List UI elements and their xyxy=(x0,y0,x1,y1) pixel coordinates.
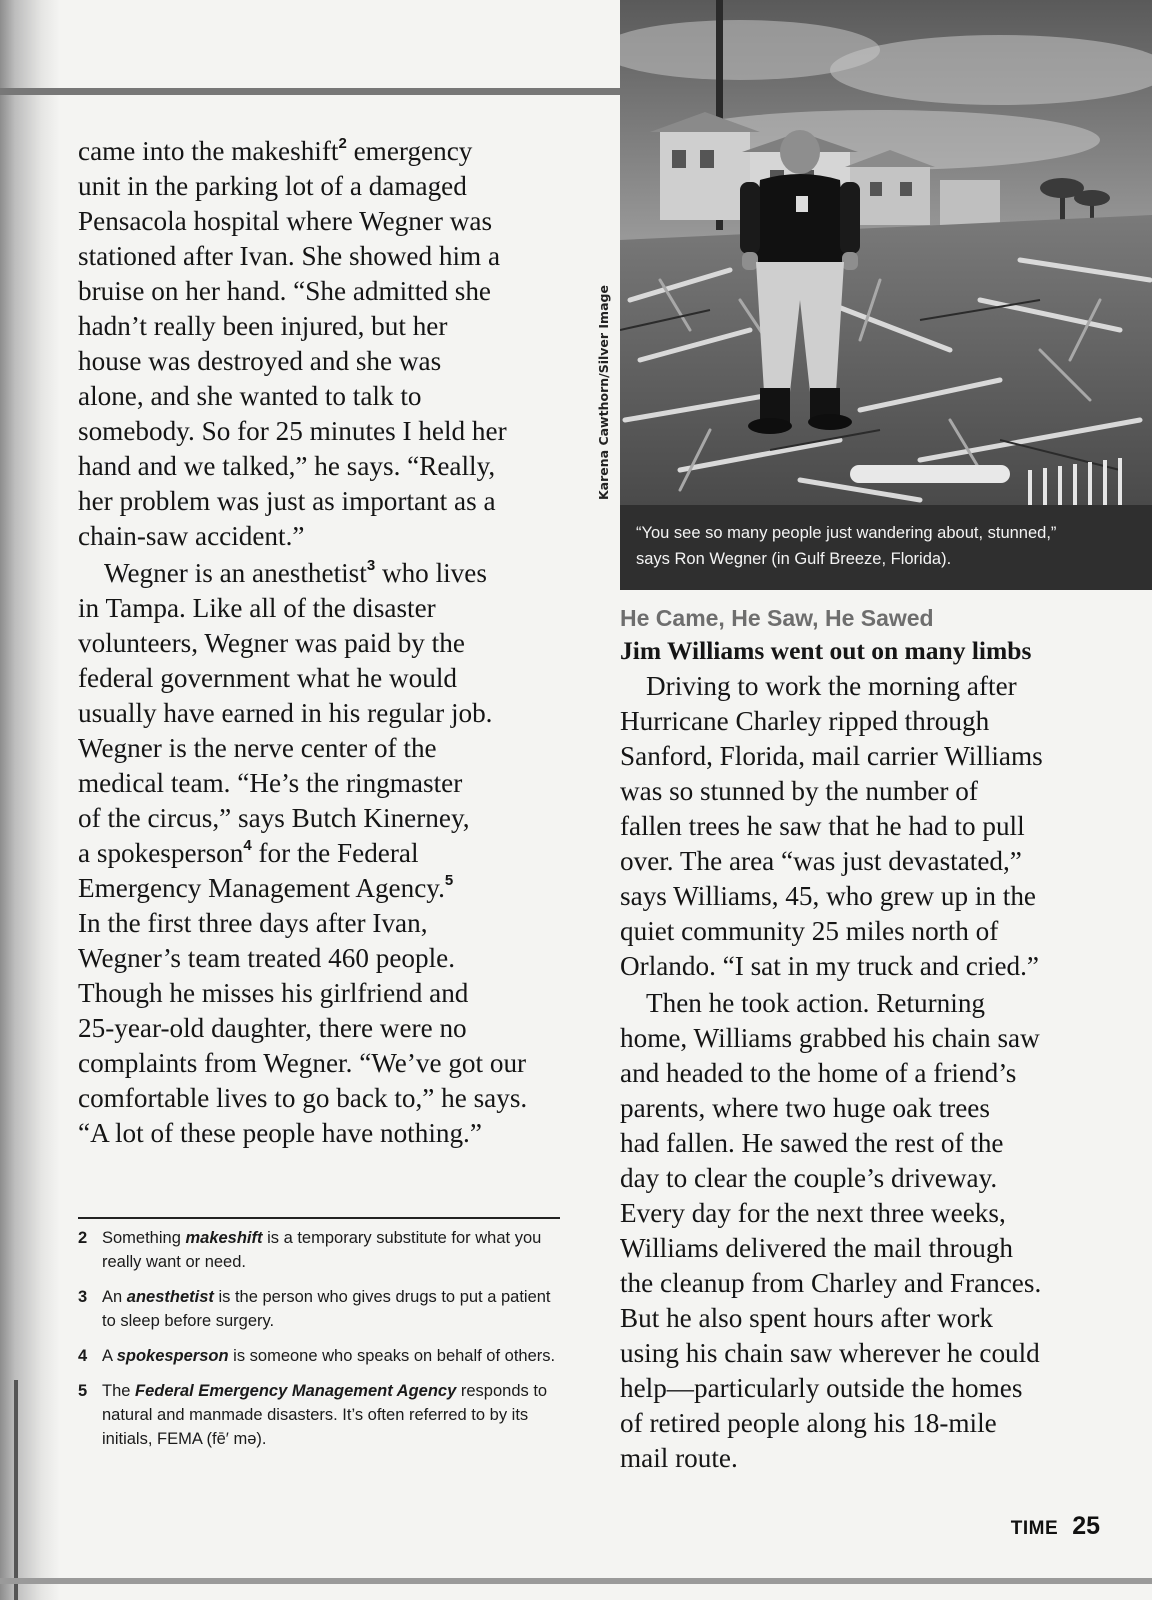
text-line: chain-saw accident.” xyxy=(78,521,305,551)
text-line: medical team. “He’s the ringmaster xyxy=(78,768,463,798)
photo-credit: Karena Cawthorn/Silver Image xyxy=(596,285,611,500)
text-line: Williams delivered the mail through xyxy=(620,1233,1014,1263)
footnotes xyxy=(78,1226,558,1462)
gutter-edge xyxy=(14,1380,18,1600)
text-line: of the circus,” says Butch Kinerney, xyxy=(78,803,470,833)
right-column xyxy=(620,603,1110,1476)
footnote-item: 4 A spokesperson is someone who speaks on behalf of others. xyxy=(78,1344,558,1368)
left-paragraph-2 xyxy=(78,556,560,1151)
text-line: parents, where two huge oak trees xyxy=(620,1093,990,1123)
footnote-ref[interactable]: 2 xyxy=(338,134,347,152)
photo-illustration xyxy=(620,0,1152,505)
text-line: Wegner is an anesthetist$^3$ who lives xyxy=(104,556,487,588)
text-line: Orlando. “I sat in my truck and cried.” xyxy=(620,951,1039,981)
text-line: Every day for the next three weeks, xyxy=(620,1198,1006,1228)
footnote-number: 4 xyxy=(78,1347,88,1365)
photo-caption xyxy=(620,505,1152,590)
footnote-ref[interactable]: 3 xyxy=(366,556,376,574)
text-line: Wegner is the nerve center of the xyxy=(78,733,437,763)
text-line: alone, and she wanted to talk to xyxy=(78,381,422,411)
text-line: volunteers, Wegner was paid by the xyxy=(78,628,465,658)
text-line: the cleanup from Charley and Frances. xyxy=(620,1268,1042,1298)
text-line: 25-year-old daughter, there were no xyxy=(78,1013,467,1043)
text-line: hand and we talked,” he says. “Really, xyxy=(78,451,496,481)
footnote-number: 2 xyxy=(78,1229,88,1247)
text-line: had fallen. He sawed the rest of the xyxy=(620,1128,1004,1158)
footnote-divider xyxy=(78,1217,560,1219)
right-paragraph-1 xyxy=(620,669,1110,984)
text-line: Driving to work the morning after xyxy=(646,671,1017,701)
text-line: somebody. So for 25 minutes I held her xyxy=(78,416,507,446)
text-line: house was destroyed and she was xyxy=(78,346,442,376)
text-line: Sanford, Florida, mail carrier Williams xyxy=(620,741,1043,771)
text-line: day to clear the couple’s driveway. xyxy=(620,1163,998,1193)
text-line: usually have earned in his regular job. xyxy=(78,698,493,728)
footnote-ref[interactable]: 4 xyxy=(243,836,252,854)
footnote-item: 5 The Federal Emergency Management Agency responds to natural and manmade disasters. It’s often referred to by its initials, FEMA (fē′ mə). xyxy=(78,1379,558,1451)
top-rule xyxy=(0,88,621,95)
page-number: 25 xyxy=(1072,1512,1100,1540)
text-line: and headed to the home of a friend’s xyxy=(620,1058,1017,1088)
text-line: her problem was just as important as a xyxy=(78,486,496,516)
page-gutter-shadow xyxy=(0,0,60,1600)
footnote-item: 3 An anesthetist is the person who gives drugs to put a patient to sleep before surgery. xyxy=(78,1285,558,1333)
magazine-name: TIME xyxy=(1010,1518,1059,1539)
text-line: “A lot of these people have nothing.” xyxy=(78,1118,482,1148)
text-line: Then he took action. Returning xyxy=(646,988,986,1018)
text-line: But he also spent hours after work xyxy=(620,1303,993,1333)
text-line: Wegner’s team treated 460 people. xyxy=(78,943,456,973)
caption-line: says Ron Wegner (in Gulf Breeze, Florida). xyxy=(636,550,952,568)
text-line: using his chain saw wherever he could xyxy=(620,1338,1040,1368)
footnote-number: 3 xyxy=(78,1288,88,1306)
footnote-term: spokesperson xyxy=(116,1347,229,1365)
photo-hurricane-debris xyxy=(620,0,1152,505)
text-line: Emergency Management Agency.$^5$ xyxy=(78,871,454,903)
footnote-term: makeshift xyxy=(185,1229,263,1247)
text-line: comfortable lives to go back to,” he says. xyxy=(78,1083,528,1113)
section-dek: Jim Williams went out on many limbs xyxy=(620,636,1032,665)
text-line: In the first three days after Ivan, xyxy=(78,908,428,938)
text-line: quiet community 25 miles north of xyxy=(620,916,999,946)
text-line: mail route. xyxy=(620,1443,738,1473)
text-line: Though he misses his girlfriend and xyxy=(78,978,469,1008)
text-line: was so stunned by the number of xyxy=(620,776,978,806)
text-line: stationed after Ivan. She showed him a xyxy=(78,241,501,271)
text-line: says Williams, 45, who grew up in the xyxy=(620,881,1036,911)
text-line: of retired people along his 18-mile xyxy=(620,1408,997,1438)
text-line: unit in the parking lot of a damaged xyxy=(78,171,467,201)
text-line: federal government what he would xyxy=(78,663,457,693)
left-paragraph-1 xyxy=(78,134,560,554)
footnote-term: Federal Emergency Management Agency xyxy=(135,1382,457,1400)
caption-line: “You see so many people just wandering about, stunned,” xyxy=(636,524,1057,542)
text-line: hadn’t really been injured, but her xyxy=(78,311,448,341)
text-line: help—particularly outside the homes xyxy=(620,1373,1023,1403)
footnote-ref[interactable]: 5 xyxy=(444,871,454,889)
text-line: complaints from Wegner. “We’ve got our xyxy=(78,1048,527,1078)
text-line: in Tampa. Like all of the disaster xyxy=(78,593,436,623)
text-line: Pensacola hospital where Wegner was xyxy=(78,206,493,236)
text-line: bruise on her hand. “She admitted she xyxy=(78,276,491,306)
footnote-term: anesthetist xyxy=(126,1288,214,1306)
left-column xyxy=(78,134,560,1151)
section-kicker: He Came, He Saw, He Sawed xyxy=(620,605,934,631)
footnote-item: 2 Something makeshift is a temporary substitute for what you really want or need. xyxy=(78,1226,558,1274)
text-line: Hurricane Charley ripped through xyxy=(620,706,990,736)
text-line: came into the makeshift$^2$ emergency xyxy=(78,134,473,166)
text-line: over. The area “was just devastated,” xyxy=(620,846,1022,876)
text-line: a spokesperson$^4$ for the Federal xyxy=(78,836,419,868)
footnote-number: 5 xyxy=(78,1382,88,1400)
page-folio xyxy=(1011,1512,1100,1541)
bottom-edge xyxy=(0,1578,1152,1584)
right-paragraph-2 xyxy=(620,986,1110,1476)
text-line: fallen trees he saw that he had to pull xyxy=(620,811,1025,841)
text-line: home, Williams grabbed his chain saw xyxy=(620,1023,1040,1053)
